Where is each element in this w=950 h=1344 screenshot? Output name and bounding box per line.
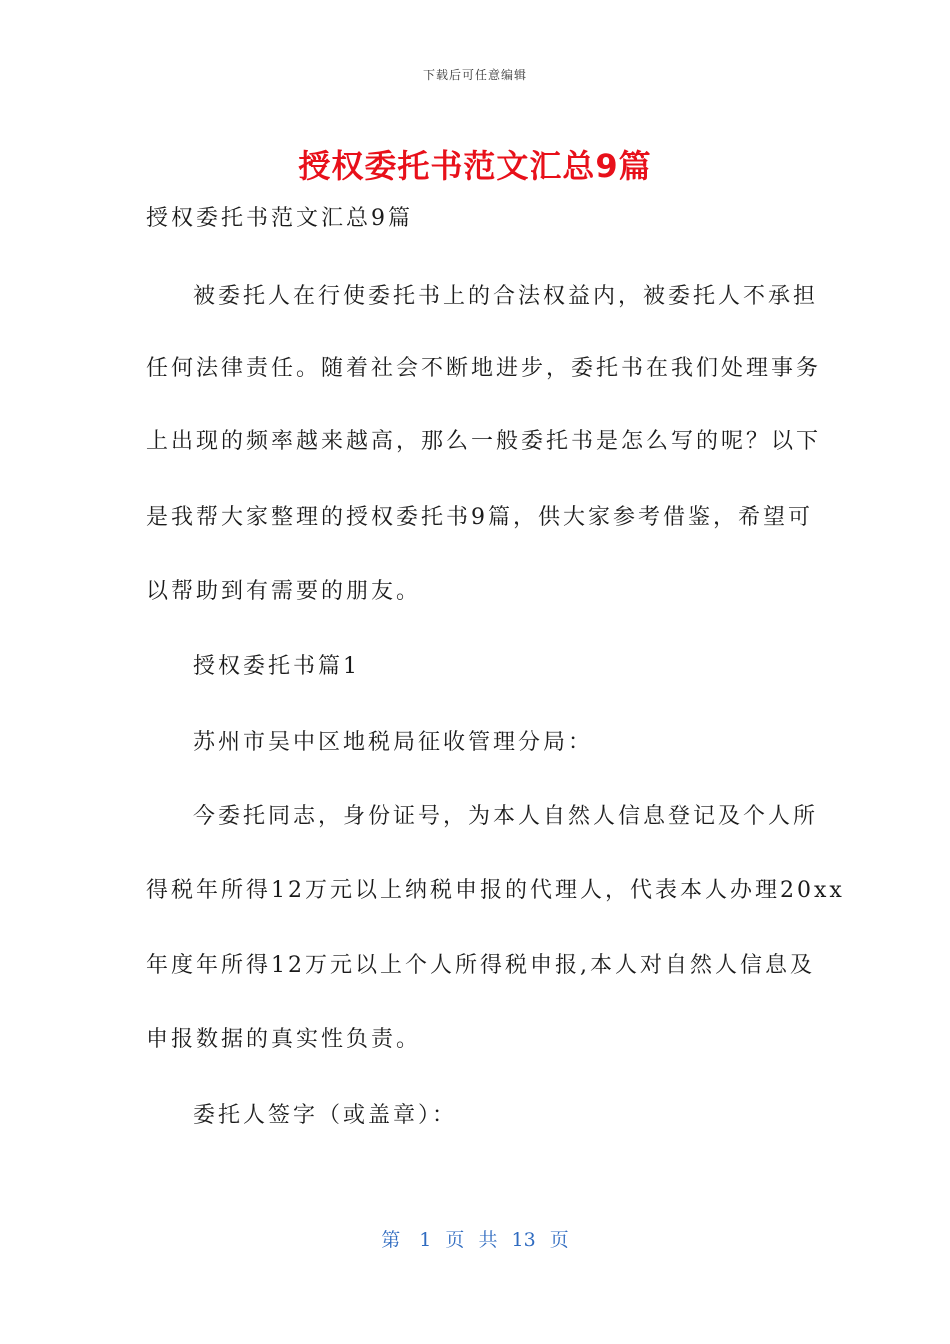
- paragraph-line: 年度年所得12万元以上个人所得税申报,本人对自然人信息及: [146, 953, 815, 978]
- section-heading: 授权委托书篇1: [193, 654, 360, 679]
- page-header-note: 下载后可任意编辑: [422, 68, 527, 82]
- paragraph-line: 上出现的频率越来越高，那么一般委托书是怎么写的呢？以下: [146, 429, 822, 454]
- addressee-line: 苏州市吴中区地税局征收管理分局：: [193, 730, 594, 755]
- paragraph-line: 得税年所得12万元以上纳税申报的代理人，代表本人办理20xx: [146, 878, 845, 903]
- page-number-footer: 第 1 页 共 13 页: [381, 1229, 569, 1251]
- paragraph-line: 以帮助到有需要的朋友。: [146, 579, 422, 604]
- paragraph-line: 申报数据的真实性负责。: [146, 1027, 422, 1052]
- document-title: 授权委托书范文汇总9篇: [298, 147, 652, 185]
- paragraph-line: 任何法律责任。随着社会不断地进步，委托书在我们处理事务: [146, 356, 822, 381]
- signature-line: 委托人签字（或盖章）：: [193, 1103, 458, 1128]
- paragraph-line: 今委托同志，身份证号，为本人自然人信息登记及个人所: [193, 804, 819, 829]
- paragraph-line: 被委托人在行使委托书上的合法权益内，被委托人不承担: [193, 284, 819, 309]
- subtitle-line: 授权委托书范文汇总9篇: [146, 206, 413, 231]
- paragraph-line: 是我帮大家整理的授权委托书9篇，供大家参考借鉴，希望可: [146, 505, 813, 530]
